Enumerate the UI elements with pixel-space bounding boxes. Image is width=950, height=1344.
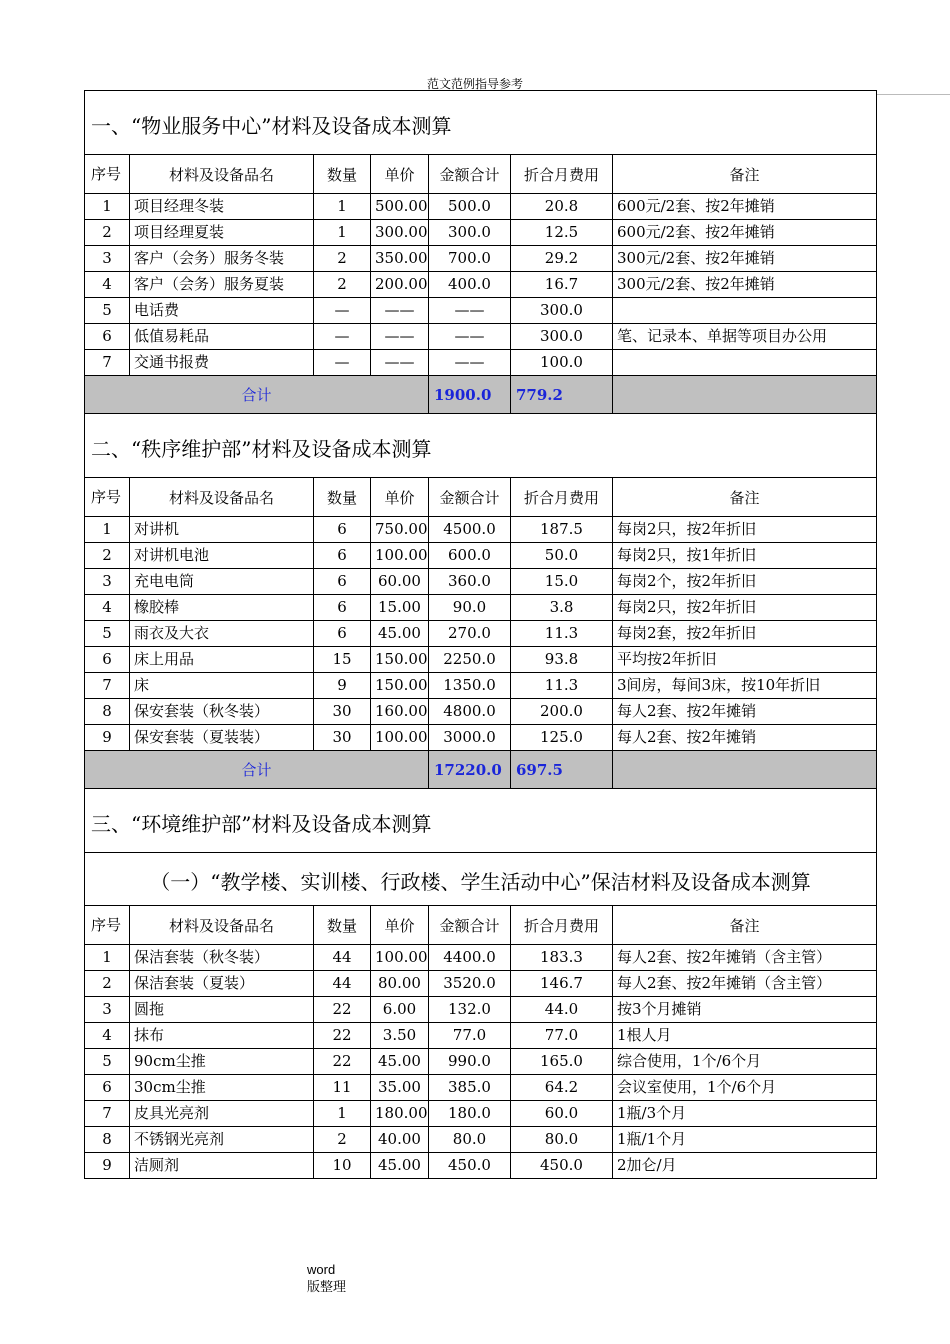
name-cell: 圆拖: [130, 997, 314, 1023]
name-cell: 交通书报费: [130, 350, 314, 376]
col-price-header: 单价: [371, 155, 429, 194]
seq-cell: 7: [85, 673, 130, 699]
monthly-cell: 450.0: [511, 1153, 613, 1179]
table-row: [85, 699, 877, 725]
note-cell: 300元/2套、按2年摊销: [613, 272, 877, 298]
table-row: [85, 725, 877, 751]
amount-cell: 2250.0: [429, 647, 511, 673]
qty-cell: 11: [314, 1075, 371, 1101]
table-row: [85, 298, 877, 324]
table-row: [85, 1153, 877, 1179]
col-monthly-header: 折合月费用: [511, 478, 613, 517]
section-3-subtitle: （一）“教学楼、实训楼、行政楼、学生活动中心”保洁材料及设备成本测算: [85, 853, 877, 906]
amount-cell: 270.0: [429, 621, 511, 647]
note-cell: 每岗2只，按2年折旧: [613, 517, 877, 543]
seq-cell: 2: [85, 971, 130, 997]
table-row: [85, 543, 877, 569]
qty-cell: 10: [314, 1153, 371, 1179]
table-row: [85, 517, 877, 543]
col-monthly-header: 折合月费用: [511, 906, 613, 945]
total-row: [85, 751, 877, 789]
note-cell: 1根人月: [613, 1023, 877, 1049]
seq-cell: 1: [85, 194, 130, 220]
qty-cell: 1: [314, 194, 371, 220]
amount-cell: 400.0: [429, 272, 511, 298]
name-cell: 低值易耗品: [130, 324, 314, 350]
price-cell: ——: [371, 350, 429, 376]
price-cell: 150.00: [371, 673, 429, 699]
note-cell: 按3个月摊销: [613, 997, 877, 1023]
monthly-cell: 200.0: [511, 699, 613, 725]
note-cell: 综合使用，1个/6个月: [613, 1049, 877, 1075]
monthly-cell: 165.0: [511, 1049, 613, 1075]
col-seq-header: 序号: [85, 906, 130, 945]
total-note: [613, 376, 877, 414]
amount-cell: 450.0: [429, 1153, 511, 1179]
qty-cell: 22: [314, 997, 371, 1023]
monthly-cell: 12.5: [511, 220, 613, 246]
monthly-cell: 187.5: [511, 517, 613, 543]
monthly-cell: 93.8: [511, 647, 613, 673]
qty-cell: 22: [314, 1023, 371, 1049]
monthly-cell: 60.0: [511, 1101, 613, 1127]
name-cell: 客户（会务）服务冬装: [130, 246, 314, 272]
col-qty-header: 数量: [314, 155, 371, 194]
col-name-header: 材料及设备品名: [130, 906, 314, 945]
note-cell: 2加仑/月: [613, 1153, 877, 1179]
qty-cell: 30: [314, 725, 371, 751]
note-cell: 每人2套、按2年摊销: [613, 725, 877, 751]
seq-cell: 6: [85, 1075, 130, 1101]
note-cell: 平均按2年折旧: [613, 647, 877, 673]
footer-line-1: word: [307, 1262, 336, 1277]
qty-cell: 44: [314, 971, 371, 997]
qty-cell: 2: [314, 272, 371, 298]
amount-cell: 360.0: [429, 569, 511, 595]
price-cell: 300.00: [371, 220, 429, 246]
section-1-title: 一、“物业服务中心”材料及设备成本测算: [85, 91, 877, 155]
name-cell: 充电电筒: [130, 569, 314, 595]
total-row: [85, 376, 877, 414]
table-row: [85, 324, 877, 350]
qty-cell: 2: [314, 1127, 371, 1153]
table-row: [85, 595, 877, 621]
seq-cell: 4: [85, 1023, 130, 1049]
seq-cell: 2: [85, 543, 130, 569]
price-cell: ——: [371, 298, 429, 324]
note-cell: 笔、记录本、单据等项目办公用: [613, 324, 877, 350]
col-qty-header: 数量: [314, 478, 371, 517]
section-2-title: 二、“秩序维护部”材料及设备成本测算: [85, 414, 877, 478]
note-cell: 每岗2个，按2年折旧: [613, 569, 877, 595]
table-row: [85, 945, 877, 971]
amount-cell: 500.0: [429, 194, 511, 220]
note-cell: 每岗2只，按1年折旧: [613, 543, 877, 569]
qty-cell: 6: [314, 569, 371, 595]
col-qty-header: 数量: [314, 906, 371, 945]
price-cell: 160.00: [371, 699, 429, 725]
table-row: [85, 246, 877, 272]
section-3-title-row: [85, 789, 877, 853]
name-cell: 对讲机: [130, 517, 314, 543]
total-monthly: 779.2: [511, 376, 613, 414]
monthly-cell: 300.0: [511, 298, 613, 324]
price-cell: 200.00: [371, 272, 429, 298]
price-cell: ——: [371, 324, 429, 350]
amount-cell: 80.0: [429, 1127, 511, 1153]
price-cell: 150.00: [371, 647, 429, 673]
footer-line-2: 版整理: [307, 1279, 347, 1294]
table-row: [85, 1075, 877, 1101]
name-cell: 保安套装（夏装装）: [130, 725, 314, 751]
table-header-row: [85, 155, 877, 194]
col-monthly-header: 折合月费用: [511, 155, 613, 194]
table-row: [85, 997, 877, 1023]
name-cell: 雨衣及大衣: [130, 621, 314, 647]
monthly-cell: 77.0: [511, 1023, 613, 1049]
qty-cell: 1: [314, 220, 371, 246]
table-row: [85, 272, 877, 298]
table-header-row: [85, 478, 877, 517]
amount-cell: 700.0: [429, 246, 511, 272]
seq-cell: 4: [85, 595, 130, 621]
seq-cell: 5: [85, 1049, 130, 1075]
name-cell: 不锈钢光亮剂: [130, 1127, 314, 1153]
monthly-cell: 44.0: [511, 997, 613, 1023]
price-cell: 180.00: [371, 1101, 429, 1127]
amount-cell: 3000.0: [429, 725, 511, 751]
note-cell: 每岗2套，按2年折旧: [613, 621, 877, 647]
seq-cell: 7: [85, 350, 130, 376]
price-cell: 45.00: [371, 1049, 429, 1075]
table-row: [85, 621, 877, 647]
monthly-cell: 3.8: [511, 595, 613, 621]
price-cell: 100.00: [371, 945, 429, 971]
name-cell: 保洁套装（秋冬装）: [130, 945, 314, 971]
qty-cell: 15: [314, 647, 371, 673]
price-cell: 6.00: [371, 997, 429, 1023]
monthly-cell: 16.7: [511, 272, 613, 298]
seq-cell: 2: [85, 220, 130, 246]
monthly-cell: 11.3: [511, 673, 613, 699]
footer: [307, 1261, 346, 1295]
note-cell: 600元/2套、按2年摊销: [613, 194, 877, 220]
monthly-cell: 80.0: [511, 1127, 613, 1153]
amount-cell: 77.0: [429, 1023, 511, 1049]
note-cell: 每人2套、按2年摊销（含主管）: [613, 945, 877, 971]
table-row: [85, 350, 877, 376]
col-seq-header: 序号: [85, 478, 130, 517]
note-cell: 每人2套、按2年摊销: [613, 699, 877, 725]
total-label: 合计: [85, 376, 429, 414]
monthly-cell: 100.0: [511, 350, 613, 376]
qty-cell: —: [314, 298, 371, 324]
section-3-subtitle-row: [85, 853, 877, 906]
name-cell: 项目经理夏装: [130, 220, 314, 246]
total-amount: 1900.0: [429, 376, 511, 414]
name-cell: 洁厕剂: [130, 1153, 314, 1179]
name-cell: 抹布: [130, 1023, 314, 1049]
table-row: [85, 647, 877, 673]
table-row: [85, 1101, 877, 1127]
page-header: 范文范例指导参考: [426, 77, 523, 91]
price-cell: 60.00: [371, 569, 429, 595]
col-name-header: 材料及设备品名: [130, 478, 314, 517]
name-cell: 床: [130, 673, 314, 699]
total-amount: 17220.0: [429, 751, 511, 789]
total-monthly: 697.5: [511, 751, 613, 789]
seq-cell: 3: [85, 997, 130, 1023]
col-price-header: 单价: [371, 906, 429, 945]
amount-cell: 300.0: [429, 220, 511, 246]
note-cell: 每人2套、按2年摊销（含主管）: [613, 971, 877, 997]
amount-cell: 990.0: [429, 1049, 511, 1075]
price-cell: 100.00: [371, 725, 429, 751]
price-cell: 35.00: [371, 1075, 429, 1101]
seq-cell: 1: [85, 945, 130, 971]
qty-cell: 6: [314, 621, 371, 647]
monthly-cell: 11.3: [511, 621, 613, 647]
table-row: [85, 971, 877, 997]
amount-cell: ——: [429, 298, 511, 324]
amount-cell: ——: [429, 324, 511, 350]
col-note-header: 备注: [613, 906, 877, 945]
price-cell: 750.00: [371, 517, 429, 543]
price-cell: 80.00: [371, 971, 429, 997]
monthly-cell: 300.0: [511, 324, 613, 350]
header-rule: [876, 94, 950, 95]
note-cell: 每岗2只，按2年折旧: [613, 595, 877, 621]
table-row: [85, 1023, 877, 1049]
col-note-header: 备注: [613, 155, 877, 194]
name-cell: 30cm尘推: [130, 1075, 314, 1101]
monthly-cell: 50.0: [511, 543, 613, 569]
qty-cell: 2: [314, 246, 371, 272]
price-cell: 500.00: [371, 194, 429, 220]
total-note: [613, 751, 877, 789]
name-cell: 橡胶棒: [130, 595, 314, 621]
amount-cell: 4800.0: [429, 699, 511, 725]
seq-cell: 5: [85, 621, 130, 647]
qty-cell: 6: [314, 595, 371, 621]
seq-cell: 5: [85, 298, 130, 324]
qty-cell: 9: [314, 673, 371, 699]
price-cell: 40.00: [371, 1127, 429, 1153]
price-cell: 45.00: [371, 1153, 429, 1179]
qty-cell: 22: [314, 1049, 371, 1075]
amount-cell: 90.0: [429, 595, 511, 621]
monthly-cell: 29.2: [511, 246, 613, 272]
col-amount-header: 金额合计: [429, 155, 511, 194]
section-1-title-row: [85, 91, 877, 155]
name-cell: 项目经理冬装: [130, 194, 314, 220]
cost-table: [84, 90, 877, 1179]
seq-cell: 7: [85, 1101, 130, 1127]
table-row: [85, 569, 877, 595]
monthly-cell: 20.8: [511, 194, 613, 220]
table-row: [85, 1049, 877, 1075]
col-seq-header: 序号: [85, 155, 130, 194]
qty-cell: 1: [314, 1101, 371, 1127]
seq-cell: 8: [85, 1127, 130, 1153]
price-cell: 45.00: [371, 621, 429, 647]
note-cell: 1瓶/1个月: [613, 1127, 877, 1153]
price-cell: 15.00: [371, 595, 429, 621]
seq-cell: 3: [85, 569, 130, 595]
note-cell: 1瓶/3个月: [613, 1101, 877, 1127]
seq-cell: 3: [85, 246, 130, 272]
amount-cell: 385.0: [429, 1075, 511, 1101]
table-row: [85, 194, 877, 220]
total-label: 合计: [85, 751, 429, 789]
qty-cell: —: [314, 324, 371, 350]
price-cell: 3.50: [371, 1023, 429, 1049]
qty-cell: 30: [314, 699, 371, 725]
seq-cell: 6: [85, 647, 130, 673]
amount-cell: 4500.0: [429, 517, 511, 543]
seq-cell: 8: [85, 699, 130, 725]
note-cell: [613, 298, 877, 324]
col-name-header: 材料及设备品名: [130, 155, 314, 194]
qty-cell: 44: [314, 945, 371, 971]
amount-cell: 132.0: [429, 997, 511, 1023]
col-note-header: 备注: [613, 478, 877, 517]
amount-cell: 600.0: [429, 543, 511, 569]
price-cell: 350.00: [371, 246, 429, 272]
name-cell: 电话费: [130, 298, 314, 324]
qty-cell: 6: [314, 517, 371, 543]
monthly-cell: 125.0: [511, 725, 613, 751]
note-cell: 3间房，每间3床，按10年折旧: [613, 673, 877, 699]
monthly-cell: 64.2: [511, 1075, 613, 1101]
seq-cell: 9: [85, 725, 130, 751]
qty-cell: 6: [314, 543, 371, 569]
qty-cell: —: [314, 350, 371, 376]
amount-cell: 180.0: [429, 1101, 511, 1127]
seq-cell: 1: [85, 517, 130, 543]
name-cell: 客户（会务）服务夏装: [130, 272, 314, 298]
table-header-row: [85, 906, 877, 945]
name-cell: 对讲机电池: [130, 543, 314, 569]
monthly-cell: 183.3: [511, 945, 613, 971]
section-3-title: 三、“环境维护部”材料及设备成本测算: [85, 789, 877, 853]
name-cell: 保洁套装（夏装）: [130, 971, 314, 997]
table-row: [85, 1127, 877, 1153]
monthly-cell: 146.7: [511, 971, 613, 997]
note-cell: 300元/2套、按2年摊销: [613, 246, 877, 272]
name-cell: 皮具光亮剂: [130, 1101, 314, 1127]
amount-cell: 1350.0: [429, 673, 511, 699]
note-cell: 600元/2套、按2年摊销: [613, 220, 877, 246]
table-row: [85, 673, 877, 699]
table-row: [85, 220, 877, 246]
seq-cell: 4: [85, 272, 130, 298]
col-amount-header: 金额合计: [429, 906, 511, 945]
name-cell: 90cm尘推: [130, 1049, 314, 1075]
name-cell: 床上用品: [130, 647, 314, 673]
amount-cell: ——: [429, 350, 511, 376]
note-cell: [613, 350, 877, 376]
amount-cell: 4400.0: [429, 945, 511, 971]
col-amount-header: 金额合计: [429, 478, 511, 517]
col-price-header: 单价: [371, 478, 429, 517]
section-2-title-row: [85, 414, 877, 478]
seq-cell: 6: [85, 324, 130, 350]
note-cell: 会议室使用，1个/6个月: [613, 1075, 877, 1101]
seq-cell: 9: [85, 1153, 130, 1179]
price-cell: 100.00: [371, 543, 429, 569]
name-cell: 保安套装（秋冬装）: [130, 699, 314, 725]
monthly-cell: 15.0: [511, 569, 613, 595]
amount-cell: 3520.0: [429, 971, 511, 997]
